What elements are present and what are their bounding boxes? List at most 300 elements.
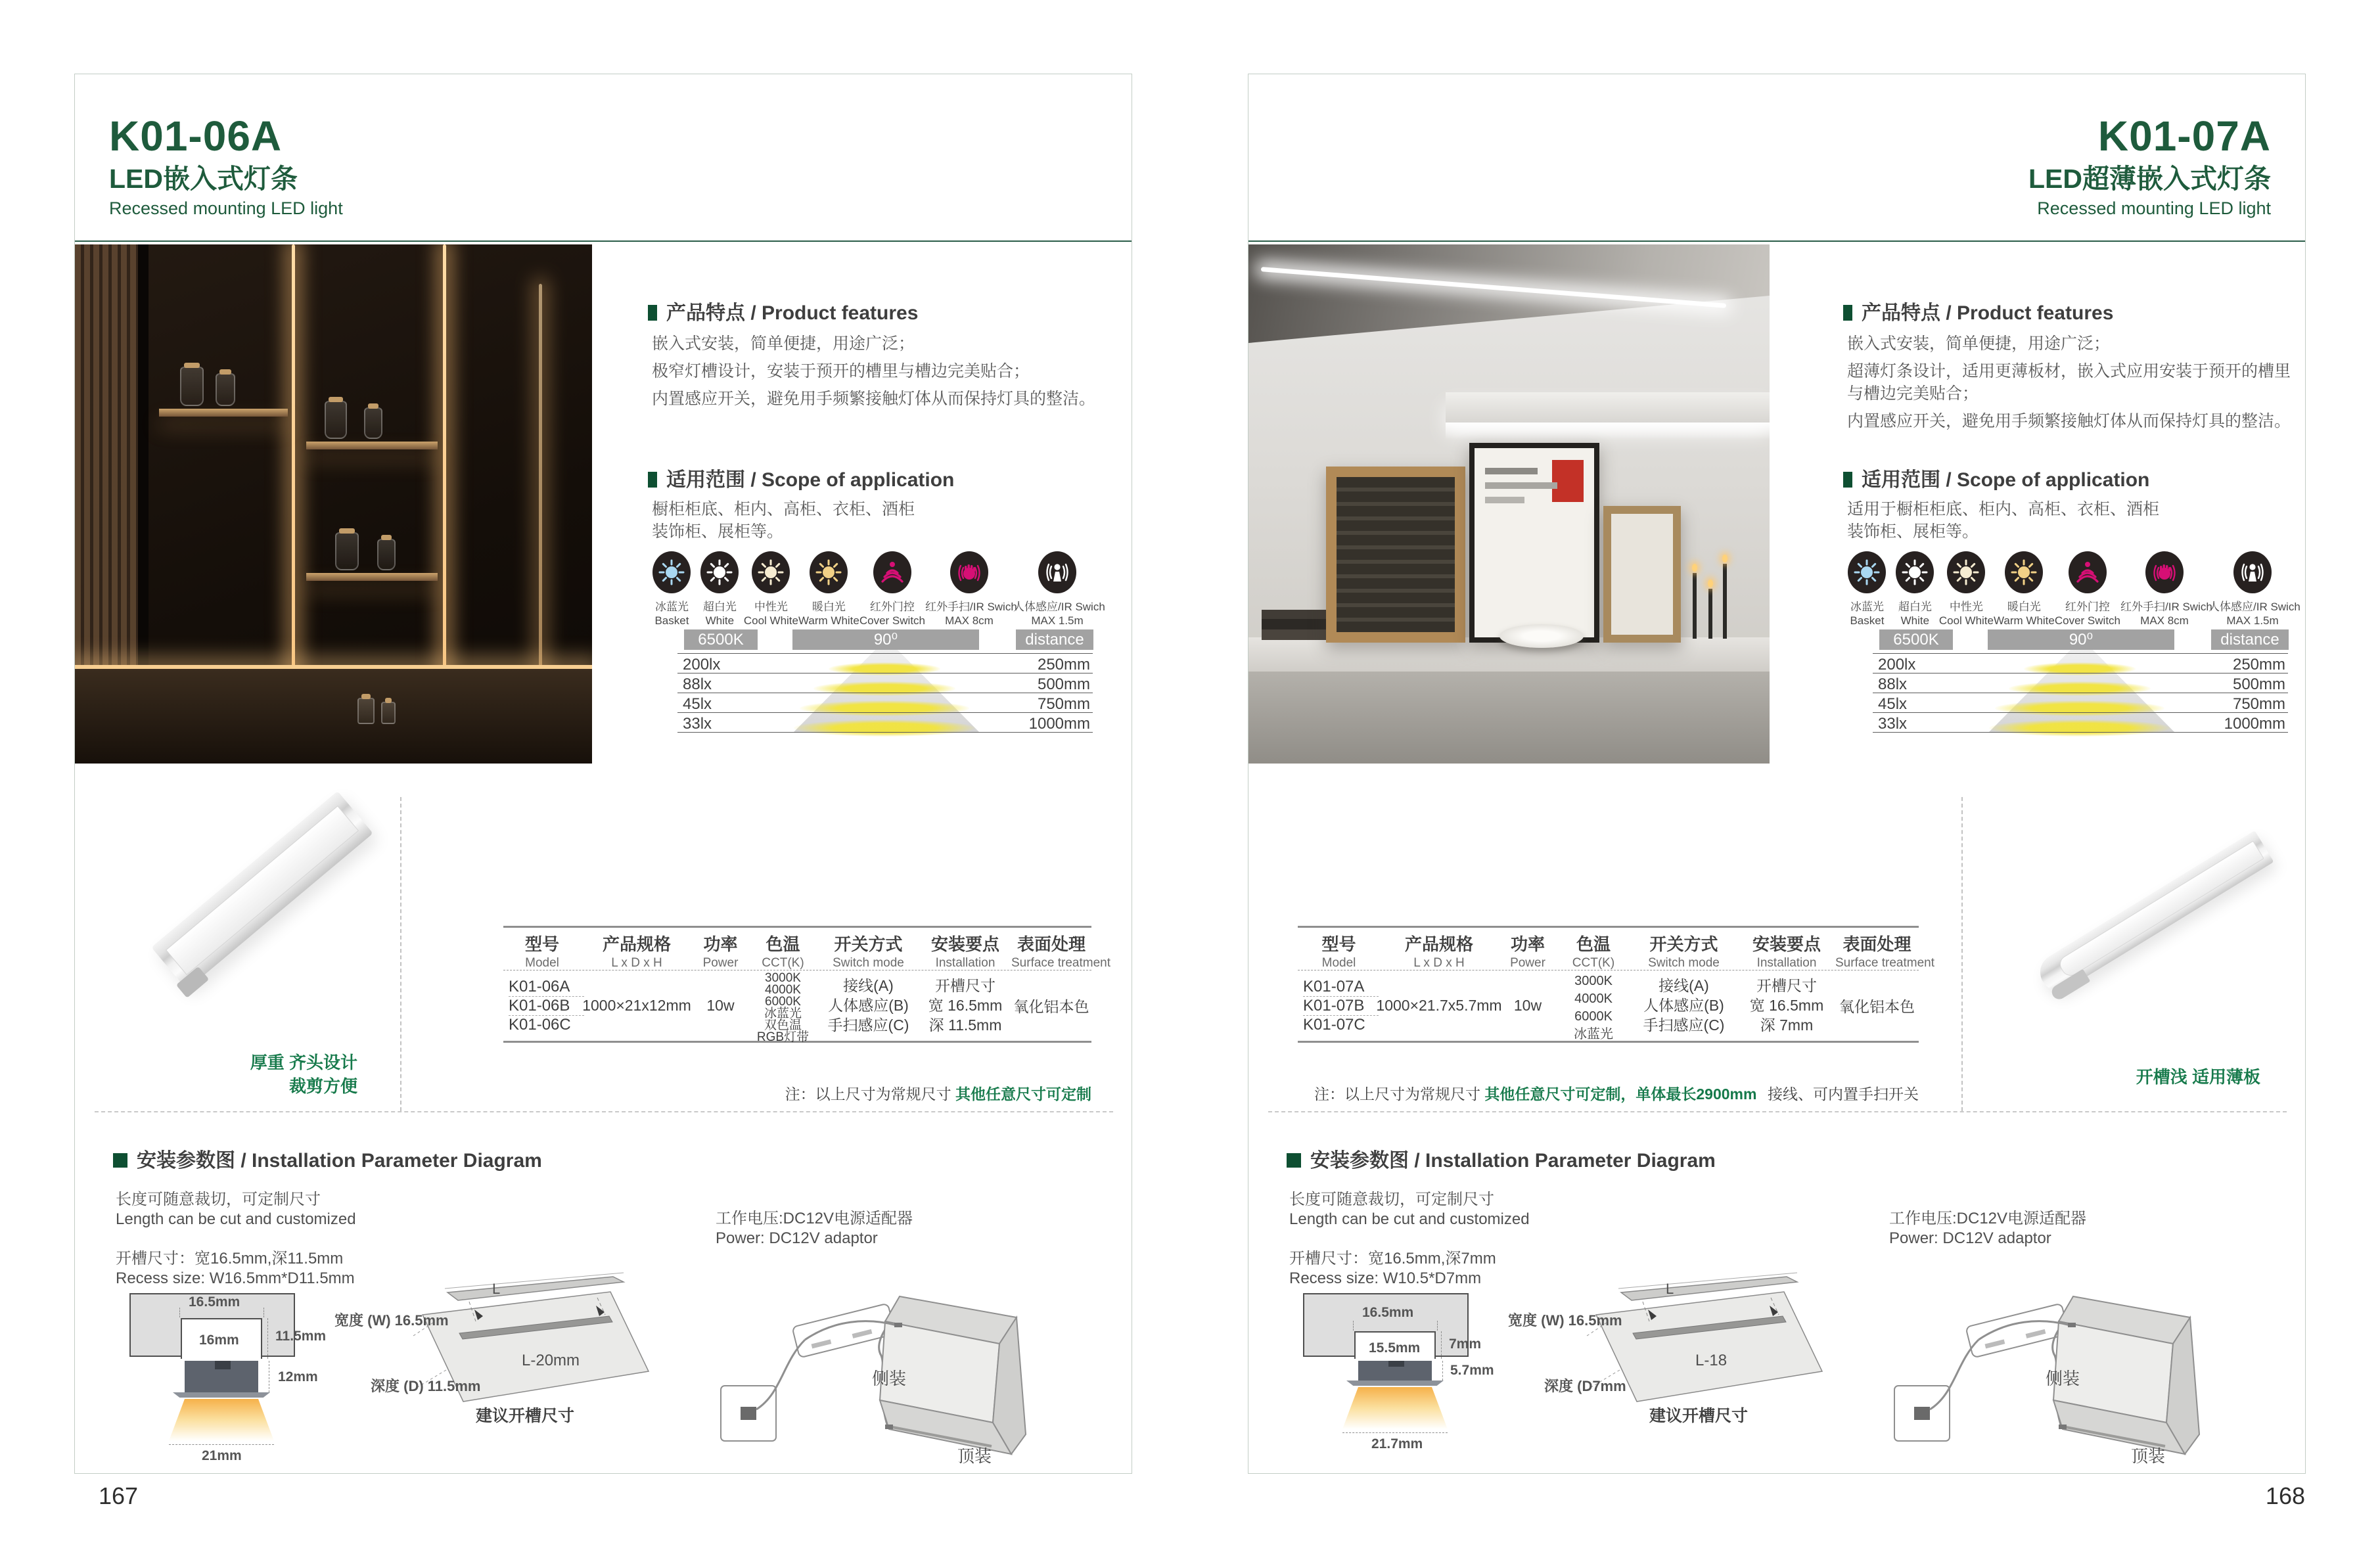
col-switch [1630,928,1738,1041]
col-header-en: Power [1510,956,1545,970]
cool-white-sun-icon [758,559,784,585]
lux-value: 88lx [1878,675,1908,693]
distance-value: 750mm [1037,695,1090,713]
install-line: 深 7mm [1760,1016,1814,1034]
features-heading-text: 产品特点 / Product features [1862,302,2114,324]
white-sun-icon [1902,559,1928,585]
icon-label-en: White [1900,614,1930,627]
cct-option: 6000K [765,995,801,1009]
lux-value: 200lx [683,656,721,673]
ceiling-soffit [1248,244,1770,343]
icon-label-cn: 红外门控 [869,601,915,613]
section-bullet-icon [1843,472,1852,488]
model-cell: K01-06B [509,997,570,1015]
cabinet-shelf [306,573,438,581]
model-cell: K01-07A [1303,978,1365,995]
col-header-cn: 表面处理 [1842,934,1911,954]
install-line: 深 11.5mm [928,1016,1002,1034]
label-width: 宽度 (W) 16.5mm [334,1312,449,1329]
diffuser [166,806,359,975]
note-custom: 其他任意尺寸可定制 [955,1085,1091,1103]
page-header [2028,112,2271,219]
photometric-row [1873,673,2288,693]
cabinet-shelf [159,409,288,417]
page-header [109,112,343,219]
white-sun-icon [706,559,733,585]
header-rule [1248,240,2305,242]
icon-warm-white-light [798,551,859,628]
ice-blue-sun-icon [1854,559,1880,585]
icon-cover-switch [2055,551,2120,628]
render-caption-line: 厚重 齐头设计 [250,1053,357,1072]
note-prefix: 注：以上尺寸为常规尺寸 [1314,1085,1485,1103]
size-cell: 1000×21.7x5.7mm [1376,996,1502,1014]
icon-label-en: Cover Switch [2054,614,2120,627]
cct-option: RGB灯带 [756,1030,810,1044]
col-header-cn: 表面处理 [1017,934,1086,954]
recess-note-en: Recess size: W10.5*D7mm [1289,1269,1482,1287]
col-header-cn: 开关方式 [1649,934,1718,954]
model-cell: K01-07C [1303,1016,1365,1034]
size-cell: 1000×21x12mm [582,996,691,1014]
groove-diagram [1508,1271,1830,1426]
col-model [503,928,581,1041]
picture-frame-wood [1326,467,1465,643]
icon-cover-switch [859,551,925,628]
col-header-en: Surface treatment [1011,956,1111,970]
col-surface [1835,928,1935,1041]
product-title-en: Recessed mounting LED light [2037,198,2271,219]
col-surface [1011,928,1111,1041]
glass-jar [364,407,382,439]
floating-shelf [1446,392,1770,422]
col-power [1498,928,1557,1041]
recess-note-en: Recess size: W16.5mm*D11.5mm [116,1269,355,1287]
render-caption-line: 裁剪方便 [288,1076,357,1096]
photometric-row [677,653,1093,673]
photometric-row [677,712,1093,732]
icon-ir-hand-switch [925,551,1017,628]
cabinet-shelf [306,442,438,449]
cover-switch-waves-icon [879,559,905,585]
installation-heading-text: 安装参数图 / Installation Parameter Diagram [137,1150,542,1172]
icon-ir-hand-switch [2120,551,2212,628]
vertical-divider [1961,797,1963,1111]
model-cell: K01-06A [509,978,570,995]
photometric-row [1873,712,2288,732]
wiring-note: 接线、可内置手扫开关 [1768,1085,1919,1103]
lifestyle-photo [1248,244,1770,764]
distance-value: 250mm [2232,656,2285,673]
col-header-cn: 色温 [766,934,800,954]
end-cap [176,967,209,998]
icon-label-en: White [705,614,735,627]
icon-label-en: MAX 8cm [2140,614,2189,627]
spec-table [503,926,1111,1044]
icon-label-en: MAX 1.5m [2226,614,2279,627]
spec-table [1298,926,1935,1043]
label-top-mount: 顶装 [2131,1446,2166,1466]
light-beam [1342,1387,1448,1429]
install-line: 宽 16.5mm [928,997,1003,1014]
feature-line: 与槽边完美贴合； [1847,384,1979,403]
cct-option: 6000K [1574,1009,1613,1024]
scope-line: 装饰柜、展柜等。 [652,522,784,541]
icon-cool-white-light [1939,551,1994,628]
col-header-cn: 安装要点 [1752,934,1821,954]
col-cct [748,928,817,1044]
icon-cool-white-light [744,551,798,628]
cct-badge: 6500K [684,629,758,650]
col-header-cn: 安装要点 [930,934,999,954]
dim-profile-width: 21mm [202,1448,242,1463]
label-top-mount: 顶装 [957,1446,992,1466]
dim-recess-depth: 7mm [1449,1336,1482,1352]
beam-angle-badge: 90⁰ [792,629,979,650]
scope-line: 橱柜柜底、柜内、高柜、衣柜、酒柜 [652,500,915,518]
features-heading [648,296,918,325]
col-power [693,928,748,1041]
power-diagram [702,1201,1123,1490]
switch-option: 手扫感应(C) [827,1016,909,1034]
ir-hand-icon [956,559,982,585]
table-note [503,1082,1091,1104]
section-bullet-icon [648,305,657,321]
drinking-glass [357,698,375,724]
aluminium-profile-render [151,791,373,990]
power-cell: 10w [706,996,735,1014]
section-bullet-icon [648,472,657,488]
distance-value: 500mm [2232,675,2285,693]
install-line: 宽 16.5mm [1749,997,1824,1014]
icon-label-cn: 超白光 [1898,601,1932,613]
ice-blue-sun-icon [658,559,685,585]
body-sensor-icon [2239,559,2266,585]
switch-option: 人体感应(B) [1643,997,1724,1014]
photometric-row [677,673,1093,693]
cut-note-cn: 长度可随意裁切，可定制尺寸 [116,1191,321,1208]
col-header-cn: 产品规格 [602,934,671,954]
section-square-icon [113,1153,127,1168]
power-cell: 10w [1513,996,1542,1014]
cross-section-diagram [1285,1287,1511,1484]
cct-option: 3000K [1574,974,1613,988]
glass-jar [180,367,204,406]
col-header-en: L x D x H [611,956,662,970]
glass-jar [216,373,235,406]
product-render [2034,823,2270,1007]
icon-label-en: Warm White [1993,614,2055,627]
icon-body-sensor [1013,551,1105,628]
surface-cell: 氧化铝本色 [1839,997,1915,1015]
cct-badge: 6500K [1879,629,1953,650]
col-header-cn: 功率 [703,934,738,954]
col-header-en: Surface treatment [1835,956,1935,970]
scope-line: 装饰柜、展柜等。 [1847,522,1979,541]
render-caption [2063,1065,2260,1089]
col-model [1298,928,1380,1041]
switch-option: 接线(A) [843,977,894,994]
icon-label-cn: 超白光 [702,601,737,613]
cct-option: 冰蓝光 [764,1007,802,1020]
distance-value: 500mm [1037,675,1090,693]
vertical-divider [400,797,401,1111]
label-side-mount: 侧装 [2046,1369,2080,1388]
label-suggested-groove: 建议开槽尺寸 [476,1407,575,1425]
col-size [1376,928,1502,1041]
distance-value: 250mm [1037,656,1090,673]
section-divider [1268,1111,2287,1112]
section-square-icon [1287,1153,1301,1168]
render-caption [167,1051,357,1098]
bowl [1499,624,1584,648]
icon-label-en: Basket [654,614,689,627]
lux-value: 33lx [683,715,712,733]
col-header-en: Model [525,956,559,970]
col-header-en: CCT(K) [1572,956,1615,970]
dim-profile-width: 21.7mm [1371,1436,1423,1451]
body-sensor-icon [1044,559,1070,585]
candlestick [1723,564,1727,639]
icon-ice-blue-light [648,551,696,628]
icon-label-cn: 红外门控 [2065,601,2110,613]
photometric-row [1873,653,2288,673]
page-number-right: 168 [2265,1482,2305,1509]
dim-profile-height: 12mm [278,1369,318,1384]
lux-value: 88lx [683,675,712,693]
model-cell: K01-07B [1303,997,1365,1015]
col-header-en: Switch mode [1648,956,1720,970]
render-caption-line: 开槽浅 适用薄板 [2136,1067,2260,1087]
icon-ice-blue-light [1843,551,1891,628]
candlestick [1708,589,1712,639]
icon-warm-white-light [1994,551,2055,628]
cut-note-en: Length can be cut and customized [116,1210,356,1228]
cct-option: 冰蓝光 [1574,1027,1613,1041]
lux-value: 33lx [1878,715,1908,733]
groove-diagram [334,1271,656,1426]
cover-switch-waves-icon [2074,559,2101,585]
note-custom: 其他任意尺寸可定制，单体最长2900mm [1484,1085,1757,1103]
lux-value: 45lx [683,695,712,713]
dim-recess-width: 16.5mm [189,1294,240,1310]
icon-label-cn: 暖白光 [2007,601,2041,613]
icon-label-en: Warm White [798,614,859,627]
icon-label-cn: 暖白光 [812,601,846,613]
distance-value: 1000mm [2224,715,2285,733]
surface-cell: 氧化铝本色 [1013,997,1089,1015]
catalog-page-right [1248,74,2306,1474]
counter-front [1248,672,1770,764]
install-line: 开槽尺寸 [935,977,995,994]
model-cell: K01-06C [509,1016,571,1034]
label-suggested-groove: 建议开槽尺寸 [1649,1407,1749,1425]
installation-heading [1287,1144,1716,1173]
icon-white-light [696,551,744,628]
features-heading-text: 产品特点 / Product features [666,302,919,324]
dim-recess-depth: 11.5mm [275,1329,327,1344]
warm-white-sun-icon [2011,559,2037,585]
warm-white-sun-icon [815,559,842,585]
distance-badge: distance [2211,629,2289,650]
icon-label-cn: 中性光 [754,601,788,613]
feature-icons-row [648,551,1105,628]
col-header-en: Model [1321,956,1356,970]
icon-label-en: Cover Switch [859,614,925,627]
feature-line: 嵌入式安装，简单便捷，用途广泛； [1847,334,2111,353]
icon-label-en: MAX 8cm [945,614,994,627]
icon-label-en: Basket [1850,614,1885,627]
glass-jar [335,532,359,570]
label-width: 宽度 (W) 16.5mm [1508,1312,1622,1329]
section-bullet-icon [1843,305,1852,321]
product-title-en: Recessed mounting LED light [109,198,343,219]
label-length: L [1666,1281,1674,1297]
col-install [1738,928,1835,1041]
recess-note-cn: 开槽尺寸：宽16.5mm,深7mm [1289,1250,1496,1267]
light-beam [169,1399,274,1441]
page-number-left: 167 [99,1482,139,1509]
switch-option: 人体感应(B) [828,997,909,1014]
feature-line: 极窄灯槽设计，安装于预开的槽里与槽边完美贴合； [652,362,1030,380]
cct-option: 双色温 [764,1018,802,1032]
col-switch [817,928,919,1041]
picture-frame-small [1603,506,1681,643]
col-header-en: CCT(K) [762,956,804,970]
feature-line: 内置感应开关，避免用手频繁接触灯体从而保持灯具的整洁。 [652,390,1096,408]
icon-label-cn: 冰蓝光 [1850,601,1884,613]
header-rule [75,240,1132,242]
drinking-glass [381,702,396,724]
icon-label-cn: 人体感应/IR Swich [2208,601,2300,613]
col-header-cn: 开关方式 [834,934,903,954]
feature-icons-row [1843,551,2300,628]
dim-recess-width: 16.5mm [1362,1305,1414,1320]
icon-label-en: Cool White [1938,614,1994,627]
distance-value: 1000mm [1028,715,1090,733]
lux-value: 200lx [1878,656,1916,673]
icon-label-cn: 红外手扫/IR Swich [925,601,1017,613]
icon-label-en: Cool White [743,614,798,627]
photometric-row [677,693,1093,712]
led-strip-glow [539,284,542,730]
features-heading [1843,296,2113,325]
power-note-cn: 工作电压:DC12V电源适配器 [1889,1210,2087,1227]
dim-inner-width: 15.5mm [1369,1340,1421,1356]
icon-body-sensor [2208,551,2300,628]
product-model-title: K01-07A [2097,112,2271,160]
icon-label-en: MAX 1.5m [1031,614,1084,627]
col-header-en: Power [702,956,739,970]
icon-label-cn: 人体感应/IR Swich [1013,601,1105,613]
label-length: L [492,1281,501,1297]
recess-note-cn: 开槽尺寸：宽16.5mm,深11.5mm [116,1250,344,1267]
col-size [581,928,693,1041]
scope-heading [1843,463,2149,492]
cut-note-cn: 长度可随意裁切，可定制尺寸 [1289,1191,1494,1208]
catalog-page-left [74,74,1132,1474]
counter [75,669,592,764]
power-note-en: Power: DC12V adaptor [716,1229,878,1247]
power-note-en: Power: DC12V adaptor [1889,1229,2051,1247]
table-note [1314,1082,1756,1104]
col-header-en: Installation [935,956,995,970]
ir-hand-icon [2151,559,2178,585]
label-cut-length: L-20mm [522,1352,580,1369]
icon-label-cn: 中性光 [1949,601,1983,613]
scope-heading [648,463,954,492]
label-side-mount: 侧装 [872,1369,907,1388]
lifestyle-photo [75,244,592,764]
label-depth: 深度 (D) 11.5mm [371,1378,481,1394]
icon-label-cn: 红外手扫/IR Swich [2120,601,2212,613]
col-header-cn: 产品规格 [1404,934,1473,954]
photometric-chart [648,629,1095,741]
icon-label-cn: 冰蓝光 [654,601,689,613]
distance-value: 750mm [2232,695,2285,713]
section-divider [95,1111,1113,1112]
cut-note-en: Length can be cut and customized [1289,1210,1530,1228]
dim-inner-width: 16mm [199,1333,239,1348]
switch-option: 接线(A) [1659,977,1709,994]
power-diagram [1876,1201,2297,1490]
photometric-row [1873,693,2288,712]
col-header-cn: 功率 [1510,934,1545,954]
installation-heading [113,1144,542,1173]
scope-heading-text: 适用范围 / Scope of application [1862,469,2150,491]
feature-line: 嵌入式安装，简单便捷，用途广泛； [652,334,915,353]
col-header-en: Switch mode [833,956,904,970]
product-title-cn: LED嵌入式灯条 [109,164,298,194]
col-header-en: L x D x H [1413,956,1465,970]
col-install [919,928,1011,1041]
books-stack [1262,610,1335,640]
cct-option: 3000K [765,971,801,985]
candlestick [1693,573,1697,639]
cct-option: 4000K [765,983,801,997]
feature-line: 超薄灯条设计，适用更薄板材，嵌入式应用安装于预开的槽里 [1847,362,2291,380]
distance-badge: distance [1016,629,1093,650]
scope-line: 适用于橱柜柜底、柜内、高柜、衣柜、酒柜 [1847,500,2160,518]
cct-option: 4000K [1574,992,1613,1006]
col-cct [1557,928,1630,1041]
install-line: 开槽尺寸 [1756,977,1817,994]
col-header-cn: 型号 [1321,934,1356,954]
note-prefix: 注：以上尺寸为常规尺寸 [785,1085,955,1103]
product-render [154,800,371,984]
cool-white-sun-icon [1953,559,1979,585]
glass-jar [377,539,396,570]
col-header-cn: 型号 [524,934,559,954]
scope-heading-text: 适用范围 / Scope of application [666,469,955,491]
switch-option: 手扫感应(C) [1643,1016,1725,1034]
icon-white-light [1891,551,1939,628]
dim-profile-height: 5.7mm [1450,1363,1494,1378]
installation-heading-text: 安装参数图 / Installation Parameter Diagram [1310,1150,1716,1172]
diffuser [2057,840,2264,979]
col-header-en: Installation [1756,956,1817,970]
feature-line: 内置感应开关，避免用手频繁接触灯体从而保持灯具的整洁。 [1847,412,2291,430]
product-title-cn: LED超薄嵌入式灯条 [2028,164,2271,194]
aluminium-profile-render [2033,831,2274,997]
photometric-chart [1843,629,2290,741]
label-cut-length: L-18 [1695,1352,1728,1369]
cross-section-diagram [111,1287,338,1484]
glass-jar [325,401,347,439]
product-model-title: K01-06A [109,112,283,160]
col-header-cn: 色温 [1576,934,1611,954]
lux-value: 45lx [1878,695,1908,713]
